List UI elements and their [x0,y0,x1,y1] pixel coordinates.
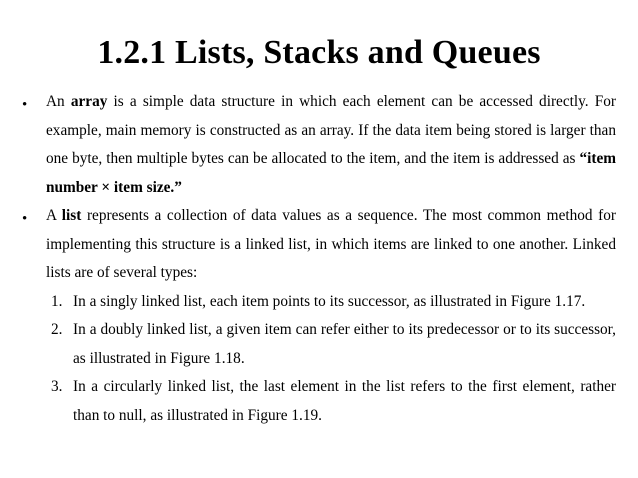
paragraph-text: represents a collection of data values as a sequence. The most common method for implementing this structure is a linked list, in which items are linked to one another. Linked lists are of several types: [46,207,616,281]
paragraph-array [46,88,616,202]
paragraph-list [46,202,616,288]
slide-title: 1.2.1 Lists, Stacks and Queues [97,34,541,71]
list-item-doubly: In a doubly linked list, a given item can refer either to its predecessor or to its successor, as illustrated in Figure 1.18. [73,321,616,367]
term-array: array [70,93,108,110]
list-item-singly: In a singly linked list, each item points to its successor, as illustrated in Figure 1.17. [73,293,586,310]
list-item-number: 3. [51,378,63,395]
bullet-marker: • [22,97,28,113]
list-item-number: 2. [51,321,63,338]
list-item-circular: In a circularly linked list, the last element in the list refers to the first element, rather than to null, as illustrated in Figure 1.19. [73,378,616,424]
paragraph-text: A [46,207,62,224]
list-item-number: 1. [51,293,63,310]
paragraph-text: is a simple data structure in which each element can be accessed directly. For example, main memory is constructed as an array. If the data item being stored is larger than one byte, then multiple bytes can be allocated to the item, and the item is addressed as [46,93,616,167]
emphasis-formula: “item number × item size.” [46,150,616,196]
paragraph-text: An [46,93,71,110]
bullet-marker: • [22,211,28,227]
term-list: list [61,207,82,224]
